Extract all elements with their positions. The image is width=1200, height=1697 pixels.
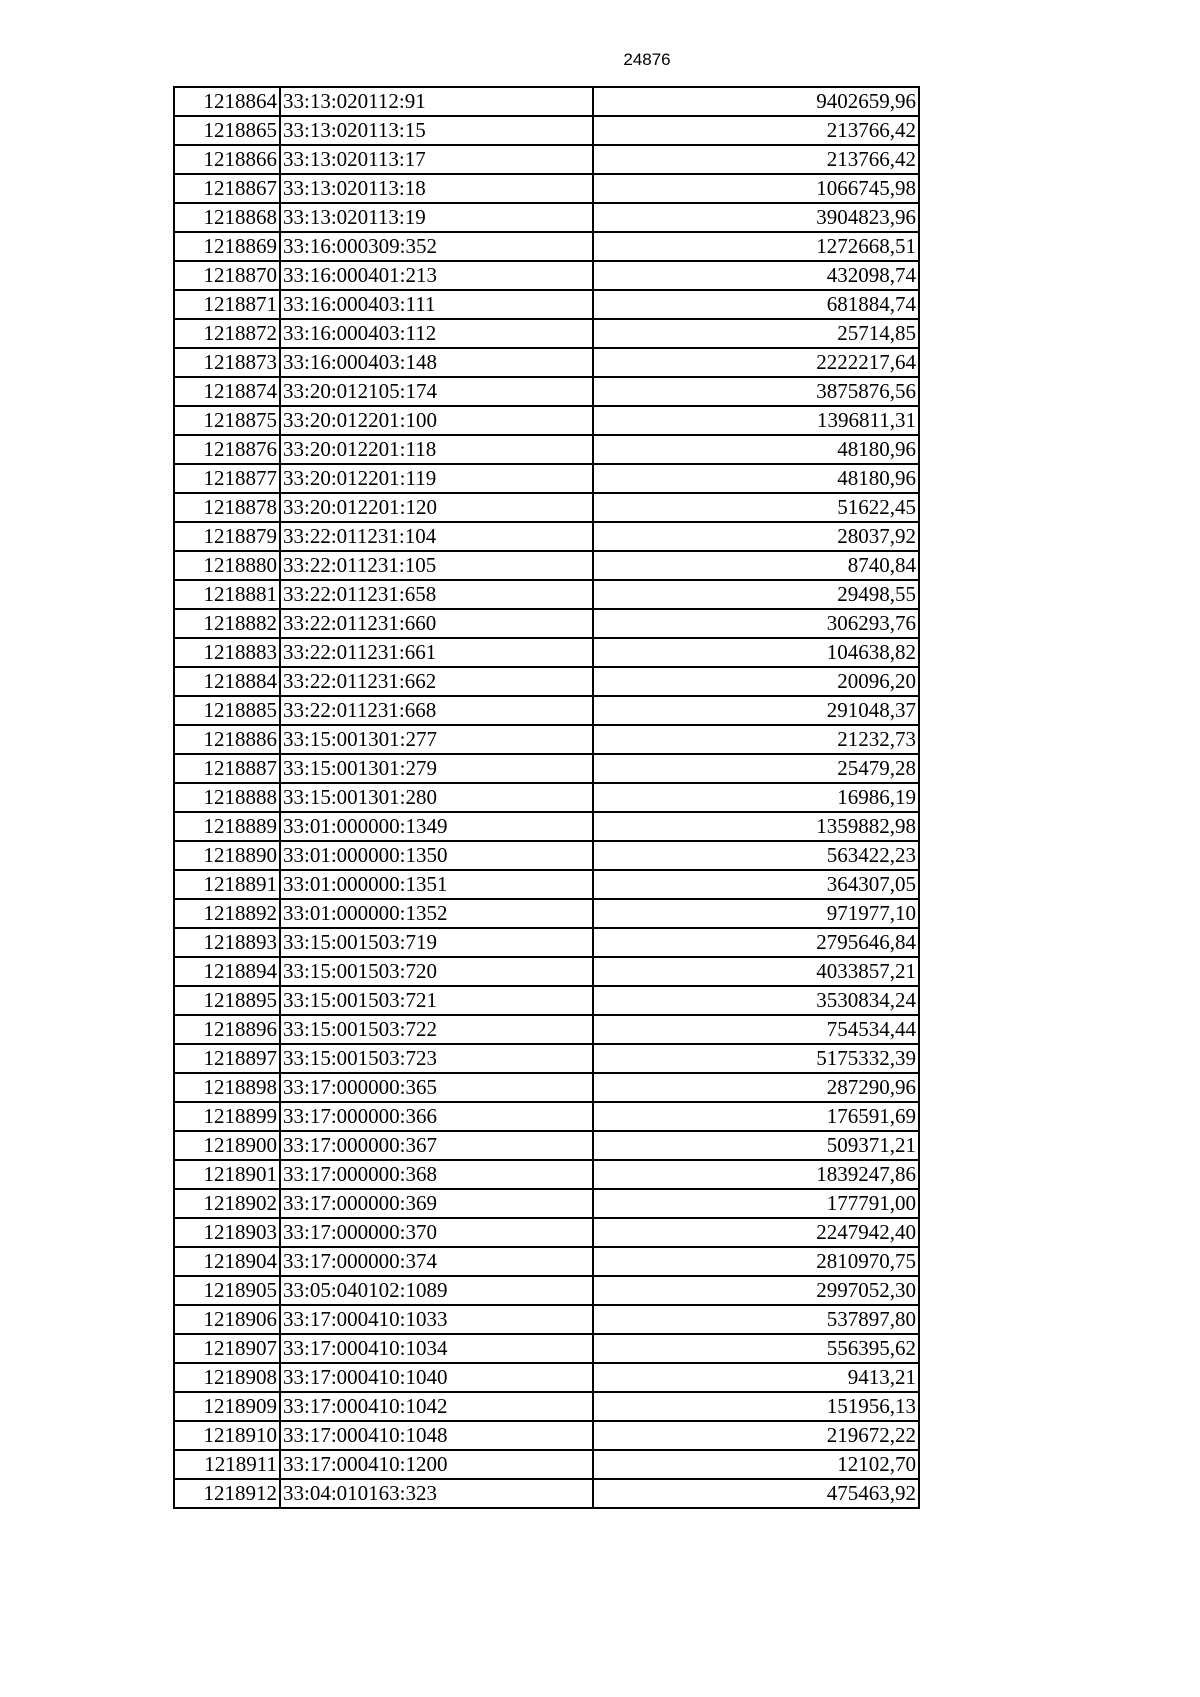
- row-id-cell: 1218910: [174, 1421, 280, 1450]
- table-row: [174, 551, 919, 580]
- value-cell: 3904823,96: [593, 203, 919, 232]
- cadastral-number-cell: 33:15:001503:720: [280, 957, 593, 986]
- value-cell: 1066745,98: [593, 174, 919, 203]
- row-id-cell: 1218899: [174, 1102, 280, 1131]
- value-cell: 1272668,51: [593, 232, 919, 261]
- table-row: [174, 522, 919, 551]
- row-id-cell: 1218869: [174, 232, 280, 261]
- table-row: [174, 319, 919, 348]
- value-cell: 8740,84: [593, 551, 919, 580]
- table-row: [174, 290, 919, 319]
- row-id-cell: 1218873: [174, 348, 280, 377]
- cadastral-number-cell: 33:01:000000:1350: [280, 841, 593, 870]
- value-cell: 48180,96: [593, 435, 919, 464]
- table-row: [174, 725, 919, 754]
- table-row: [174, 1363, 919, 1392]
- value-cell: 9413,21: [593, 1363, 919, 1392]
- cadastral-number-cell: 33:16:000309:352: [280, 232, 593, 261]
- cadastral-number-cell: 33:20:012201:100: [280, 406, 593, 435]
- table-row: [174, 986, 919, 1015]
- value-cell: 971977,10: [593, 899, 919, 928]
- table-row: [174, 812, 919, 841]
- table-row: [174, 406, 919, 435]
- row-id-cell: 1218878: [174, 493, 280, 522]
- value-cell: 51622,45: [593, 493, 919, 522]
- value-cell: 213766,42: [593, 145, 919, 174]
- value-cell: 1396811,31: [593, 406, 919, 435]
- table-row: [174, 667, 919, 696]
- row-id-cell: 1218901: [174, 1160, 280, 1189]
- cadastral-number-cell: 33:22:011231:105: [280, 551, 593, 580]
- value-cell: 25714,85: [593, 319, 919, 348]
- cadastral-number-cell: 33:13:020113:18: [280, 174, 593, 203]
- cadastral-number-cell: 33:16:000403:111: [280, 290, 593, 319]
- value-cell: 20096,20: [593, 667, 919, 696]
- table-row: [174, 261, 919, 290]
- cadastral-number-cell: 33:17:000000:366: [280, 1102, 593, 1131]
- cadastral-number-cell: 33:22:011231:660: [280, 609, 593, 638]
- table-row: [174, 696, 919, 725]
- table-row: [174, 1247, 919, 1276]
- value-cell: 9402659,96: [593, 87, 919, 116]
- value-cell: 1839247,86: [593, 1160, 919, 1189]
- table-row: [174, 203, 919, 232]
- page-number: 24876: [623, 50, 671, 69]
- cadastral-number-cell: 33:13:020113:19: [280, 203, 593, 232]
- row-id-cell: 1218883: [174, 638, 280, 667]
- row-id-cell: 1218865: [174, 116, 280, 145]
- row-id-cell: 1218877: [174, 464, 280, 493]
- value-cell: 2222217,64: [593, 348, 919, 377]
- cadastral-number-cell: 33:17:000000:374: [280, 1247, 593, 1276]
- table-row: [174, 348, 919, 377]
- value-cell: 432098,74: [593, 261, 919, 290]
- value-cell: 29498,55: [593, 580, 919, 609]
- cadastral-number-cell: 33:22:011231:658: [280, 580, 593, 609]
- value-cell: 2247942,40: [593, 1218, 919, 1247]
- row-id-cell: 1218866: [174, 145, 280, 174]
- cadastral-number-cell: 33:15:001503:723: [280, 1044, 593, 1073]
- value-cell: 681884,74: [593, 290, 919, 319]
- cadastral-number-cell: 33:01:000000:1349: [280, 812, 593, 841]
- table-row: [174, 1044, 919, 1073]
- cadastral-number-cell: 33:17:000410:1034: [280, 1334, 593, 1363]
- table-row: [174, 783, 919, 812]
- table-row: [174, 928, 919, 957]
- table-row: [174, 1218, 919, 1247]
- row-id-cell: 1218903: [174, 1218, 280, 1247]
- value-cell: 21232,73: [593, 725, 919, 754]
- row-id-cell: 1218904: [174, 1247, 280, 1276]
- table-body: [174, 87, 919, 1508]
- row-id-cell: 1218882: [174, 609, 280, 638]
- table-row: [174, 435, 919, 464]
- cadastral-number-cell: 33:20:012201:120: [280, 493, 593, 522]
- table-row: [174, 1160, 919, 1189]
- cadastral-number-cell: 33:20:012201:118: [280, 435, 593, 464]
- cadastral-number-cell: 33:22:011231:104: [280, 522, 593, 551]
- row-id-cell: 1218884: [174, 667, 280, 696]
- value-cell: 2997052,30: [593, 1276, 919, 1305]
- row-id-cell: 1218868: [174, 203, 280, 232]
- table-row: [174, 1479, 919, 1508]
- row-id-cell: 1218893: [174, 928, 280, 957]
- row-id-cell: 1218889: [174, 812, 280, 841]
- cadastral-number-cell: 33:17:000000:365: [280, 1073, 593, 1102]
- cadastral-number-cell: 33:17:000410:1042: [280, 1392, 593, 1421]
- row-id-cell: 1218912: [174, 1479, 280, 1508]
- row-id-cell: 1218890: [174, 841, 280, 870]
- row-id-cell: 1218905: [174, 1276, 280, 1305]
- table-row: [174, 1421, 919, 1450]
- table-row: [174, 377, 919, 406]
- row-id-cell: 1218897: [174, 1044, 280, 1073]
- cadastral-number-cell: 33:22:011231:661: [280, 638, 593, 667]
- row-id-cell: 1218895: [174, 986, 280, 1015]
- row-id-cell: 1218891: [174, 870, 280, 899]
- table-row: [174, 464, 919, 493]
- value-cell: 16986,19: [593, 783, 919, 812]
- value-cell: 509371,21: [593, 1131, 919, 1160]
- value-cell: 2795646,84: [593, 928, 919, 957]
- table-row: [174, 1015, 919, 1044]
- cadastral-number-cell: 33:17:000410:1048: [280, 1421, 593, 1450]
- row-id-cell: 1218875: [174, 406, 280, 435]
- table-row: [174, 1334, 919, 1363]
- row-id-cell: 1218871: [174, 290, 280, 319]
- cadastral-number-cell: 33:15:001503:721: [280, 986, 593, 1015]
- table-row: [174, 87, 919, 116]
- row-id-cell: 1218874: [174, 377, 280, 406]
- cadastral-number-cell: 33:15:001503:722: [280, 1015, 593, 1044]
- table-row: [174, 1131, 919, 1160]
- value-cell: 25479,28: [593, 754, 919, 783]
- cadastral-number-cell: 33:17:000000:368: [280, 1160, 593, 1189]
- table-row: [174, 870, 919, 899]
- value-cell: 754534,44: [593, 1015, 919, 1044]
- value-cell: 287290,96: [593, 1073, 919, 1102]
- table-row: [174, 1392, 919, 1421]
- value-cell: 364307,05: [593, 870, 919, 899]
- value-cell: 4033857,21: [593, 957, 919, 986]
- row-id-cell: 1218885: [174, 696, 280, 725]
- cadastral-number-cell: 33:15:001301:279: [280, 754, 593, 783]
- value-cell: 1359882,98: [593, 812, 919, 841]
- value-cell: 5175332,39: [593, 1044, 919, 1073]
- row-id-cell: 1218888: [174, 783, 280, 812]
- value-cell: 537897,80: [593, 1305, 919, 1334]
- value-cell: 2810970,75: [593, 1247, 919, 1276]
- table-row: [174, 1102, 919, 1131]
- cadastral-number-cell: 33:15:001301:280: [280, 783, 593, 812]
- value-cell: 28037,92: [593, 522, 919, 551]
- value-cell: 219672,22: [593, 1421, 919, 1450]
- table-row: [174, 1276, 919, 1305]
- table-row: [174, 754, 919, 783]
- cadastral-number-cell: 33:16:000401:213: [280, 261, 593, 290]
- table-row: [174, 174, 919, 203]
- cadastral-number-cell: 33:05:040102:1089: [280, 1276, 593, 1305]
- cadastral-number-cell: 33:16:000403:112: [280, 319, 593, 348]
- cadastral-number-cell: 33:15:001301:277: [280, 725, 593, 754]
- value-cell: 48180,96: [593, 464, 919, 493]
- table-row: [174, 1189, 919, 1218]
- row-id-cell: 1218876: [174, 435, 280, 464]
- table-row: [174, 1450, 919, 1479]
- value-cell: 213766,42: [593, 116, 919, 145]
- row-id-cell: 1218867: [174, 174, 280, 203]
- table-row: [174, 1073, 919, 1102]
- value-cell: 291048,37: [593, 696, 919, 725]
- value-cell: 12102,70: [593, 1450, 919, 1479]
- table-row: [174, 1305, 919, 1334]
- cadastral-number-cell: 33:01:000000:1352: [280, 899, 593, 928]
- row-id-cell: 1218908: [174, 1363, 280, 1392]
- table-row: [174, 609, 919, 638]
- cadastral-number-cell: 33:04:010163:323: [280, 1479, 593, 1508]
- row-id-cell: 1218879: [174, 522, 280, 551]
- row-id-cell: 1218907: [174, 1334, 280, 1363]
- cadastral-number-cell: 33:17:000410:1200: [280, 1450, 593, 1479]
- cadastral-number-cell: 33:15:001503:719: [280, 928, 593, 957]
- table-row: [174, 638, 919, 667]
- row-id-cell: 1218880: [174, 551, 280, 580]
- table-row: [174, 116, 919, 145]
- row-id-cell: 1218887: [174, 754, 280, 783]
- row-id-cell: 1218900: [174, 1131, 280, 1160]
- cadastral-number-cell: 33:13:020113:15: [280, 116, 593, 145]
- row-id-cell: 1218881: [174, 580, 280, 609]
- cadastral-number-cell: 33:22:011231:668: [280, 696, 593, 725]
- row-id-cell: 1218909: [174, 1392, 280, 1421]
- cadastral-number-cell: 33:17:000000:367: [280, 1131, 593, 1160]
- table-row: [174, 232, 919, 261]
- cadastral-number-cell: 33:22:011231:662: [280, 667, 593, 696]
- value-cell: 151956,13: [593, 1392, 919, 1421]
- row-id-cell: 1218872: [174, 319, 280, 348]
- row-id-cell: 1218906: [174, 1305, 280, 1334]
- value-cell: 475463,92: [593, 1479, 919, 1508]
- table-row: [174, 899, 919, 928]
- table-row: [174, 957, 919, 986]
- table-row: [174, 580, 919, 609]
- value-cell: 556395,62: [593, 1334, 919, 1363]
- table-row: [174, 493, 919, 522]
- cadastral-number-cell: 33:13:020113:17: [280, 145, 593, 174]
- row-id-cell: 1218898: [174, 1073, 280, 1102]
- row-id-cell: 1218896: [174, 1015, 280, 1044]
- value-cell: 306293,76: [593, 609, 919, 638]
- row-id-cell: 1218864: [174, 87, 280, 116]
- value-cell: 3530834,24: [593, 986, 919, 1015]
- cadastral-number-cell: 33:17:000000:370: [280, 1218, 593, 1247]
- value-cell: 104638,82: [593, 638, 919, 667]
- cadastral-number-cell: 33:17:000000:369: [280, 1189, 593, 1218]
- cadastral-number-cell: 33:01:000000:1351: [280, 870, 593, 899]
- row-id-cell: 1218892: [174, 899, 280, 928]
- table-row: [174, 841, 919, 870]
- cadastral-number-cell: 33:17:000410:1033: [280, 1305, 593, 1334]
- value-cell: 563422,23: [593, 841, 919, 870]
- row-id-cell: 1218911: [174, 1450, 280, 1479]
- row-id-cell: 1218894: [174, 957, 280, 986]
- cadastre-table: [173, 86, 920, 1509]
- cadastral-number-cell: 33:13:020112:91: [280, 87, 593, 116]
- row-id-cell: 1218870: [174, 261, 280, 290]
- cadastral-number-cell: 33:20:012105:174: [280, 377, 593, 406]
- row-id-cell: 1218902: [174, 1189, 280, 1218]
- cadastral-number-cell: 33:17:000410:1040: [280, 1363, 593, 1392]
- cadastral-number-cell: 33:16:000403:148: [280, 348, 593, 377]
- value-cell: 176591,69: [593, 1102, 919, 1131]
- table-row: [174, 145, 919, 174]
- row-id-cell: 1218886: [174, 725, 280, 754]
- value-cell: 177791,00: [593, 1189, 919, 1218]
- value-cell: 3875876,56: [593, 377, 919, 406]
- cadastral-number-cell: 33:20:012201:119: [280, 464, 593, 493]
